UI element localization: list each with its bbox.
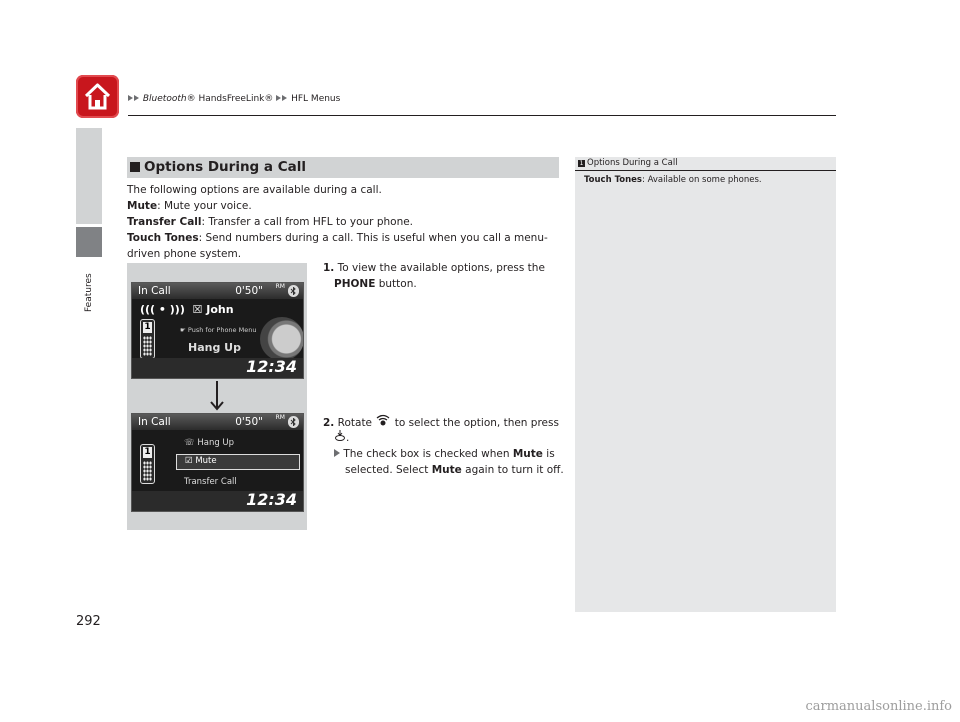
handset-icon: ☏	[184, 438, 195, 448]
step-1-cont: PHONE button.	[334, 278, 417, 290]
note-rule	[575, 170, 836, 171]
menu-option-hang-up[interactable]: ☏ Hang Up	[184, 438, 235, 448]
note-number-icon: 1	[579, 160, 584, 167]
option-transfer-call: Transfer Call: Transfer a call from HFL to your phone.	[127, 216, 414, 228]
option-touch-tones: Touch Tones: Send numbers during a call. This is useful when you call a menu-	[127, 232, 548, 244]
option-mute: Mute: Mute your voice.	[127, 200, 252, 212]
square-bullet-icon	[130, 162, 140, 172]
sidebar-tab-top	[76, 128, 102, 224]
note-text: Touch Tones: Available on some phones.	[584, 175, 762, 185]
phone-line-icon: 1	[140, 444, 155, 484]
breadcrumb	[128, 94, 340, 104]
signal-waves-icon: ((( • )))	[140, 303, 185, 316]
breadcrumb-arrow-icon	[282, 95, 287, 101]
contact-icon: ☒	[192, 303, 203, 316]
substep-arrow-icon	[334, 449, 340, 457]
caller-name: ((( • ))) ☒ John	[140, 303, 234, 316]
phone-line-icon: 1	[140, 319, 155, 359]
page-number: 292	[76, 614, 101, 629]
step-2-sub-1: The check box is checked when Mute is	[334, 446, 555, 462]
note-heading: 1 Options During a Call	[579, 158, 678, 168]
watermark: carmanualsonline.info	[805, 699, 952, 714]
home-icon	[82, 81, 113, 112]
menu-option-mute[interactable]: ☑ Mute	[176, 454, 300, 470]
push-menu-hint: ☛ Push for Phone Menu	[180, 326, 257, 334]
clock: 12:34	[246, 357, 297, 376]
bluetooth-icon	[288, 416, 299, 428]
status-bar: In Call 0'50" RM	[132, 414, 303, 430]
note-panel	[575, 157, 836, 612]
breadcrumb-hfl[interactable]: ® HandsFreeLink®	[186, 94, 274, 104]
selector-dial-icon	[375, 414, 391, 428]
breadcrumb-arrow-icon	[134, 95, 139, 101]
push-hand-icon: ☛	[180, 326, 186, 334]
sidebar-chapter-label: Features	[84, 273, 94, 312]
section-heading	[127, 157, 559, 178]
option-touch-tones-cont: driven phone system.	[127, 248, 242, 260]
options-screen	[131, 413, 304, 512]
step-1: 1. To view the available options, press the	[323, 262, 545, 274]
bluetooth-icon	[288, 285, 299, 297]
header-rule	[128, 115, 836, 116]
breadcrumb-bluetooth[interactable]: Bluetooth	[142, 94, 187, 104]
menu-option-transfer-call[interactable]: Transfer Call	[184, 477, 237, 487]
clock: 12:34	[246, 490, 297, 509]
breadcrumb-hfl-menus[interactable]: HFL Menus	[291, 94, 341, 104]
hang-up-label: Hang Up	[188, 341, 241, 354]
selector-knob-icon	[260, 317, 304, 361]
intro-text: The following options are available during a call.	[127, 184, 382, 196]
status-bar: In Call 0'50" RM	[132, 283, 303, 299]
section-title: Options During a Call	[144, 159, 306, 175]
down-arrow-icon	[210, 381, 224, 411]
step-2-press: .	[334, 430, 349, 446]
home-button[interactable]	[76, 75, 119, 118]
breadcrumb-arrow-icon	[276, 95, 281, 101]
in-call-screen	[131, 282, 304, 379]
breadcrumb-arrow-icon	[128, 95, 133, 101]
step-2-sub-2: selected. Select Mute again to turn it off.	[345, 464, 564, 476]
sidebar-chapter-tab[interactable]	[76, 227, 102, 257]
step-2: 2. Rotate to select the option, then press	[323, 414, 559, 431]
press-button-icon	[334, 430, 346, 442]
checkbox-icon: ☑	[185, 456, 193, 466]
